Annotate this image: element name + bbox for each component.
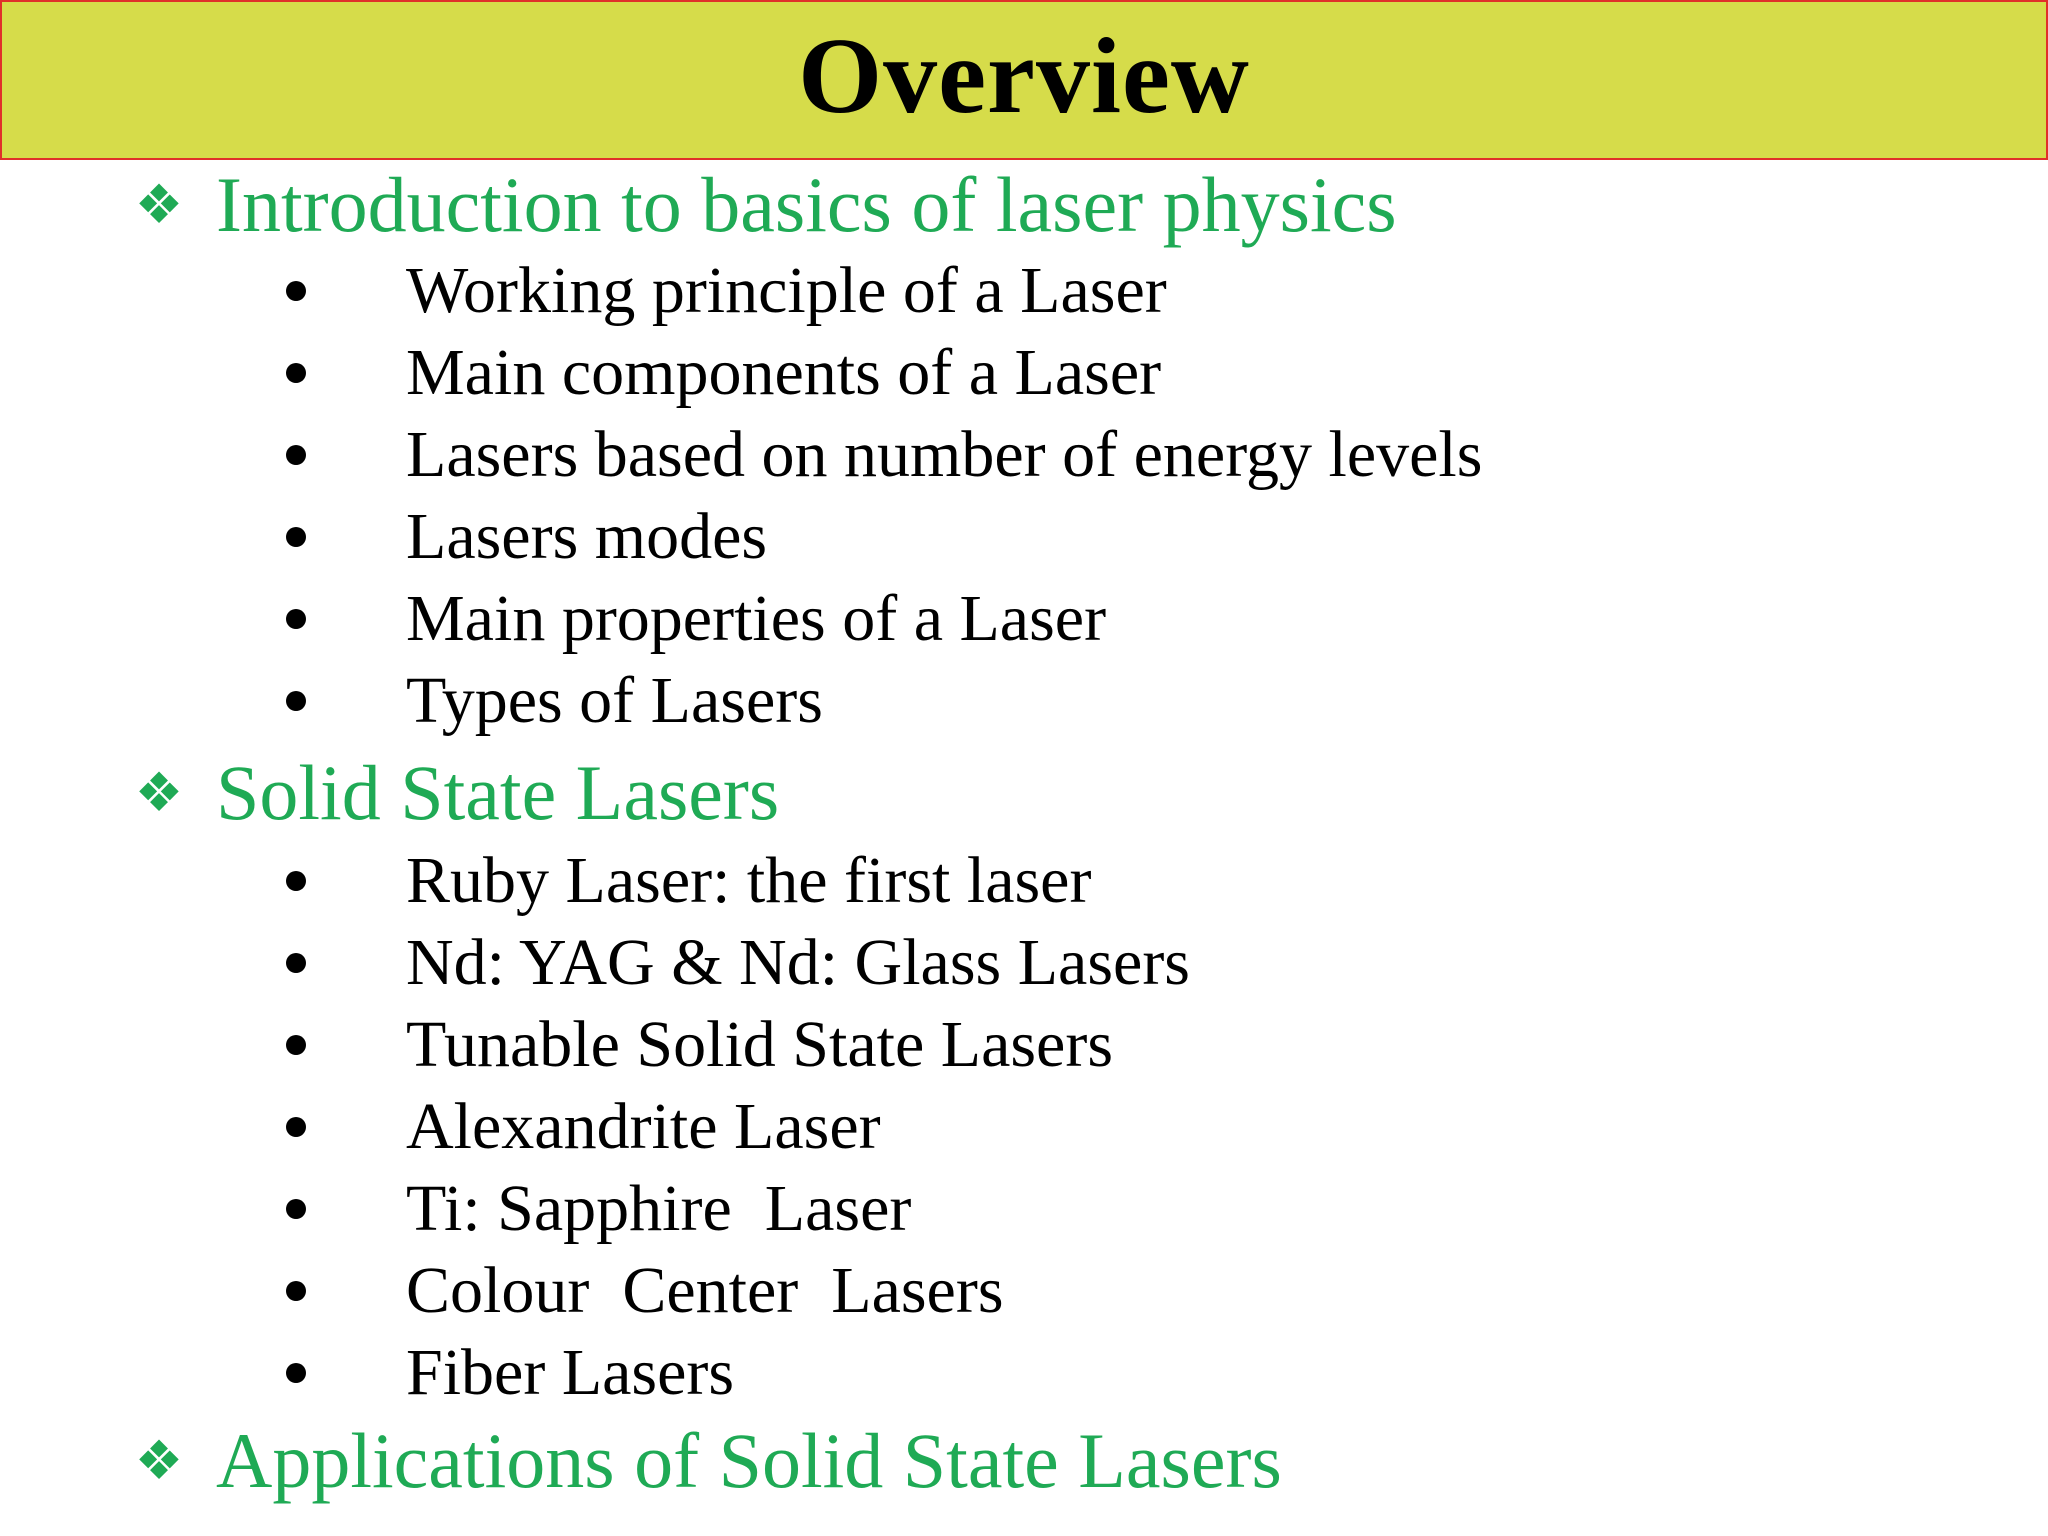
title-bar	[0, 0, 2048, 160]
bullet-dot-icon	[286, 691, 306, 711]
section-label: Solid State Lasers	[216, 749, 780, 836]
section-header-1	[128, 161, 1397, 248]
bullet-dot-icon	[286, 527, 306, 547]
bullet-text: Tunable Solid State Lasers	[406, 1008, 1114, 1081]
bullet-dot-icon	[286, 1117, 306, 1137]
bullet-text: Working principle of a Laser	[406, 254, 1167, 327]
bullet-dot-icon	[286, 1363, 306, 1383]
bullet-item	[286, 332, 1161, 414]
bullet-text: Ruby Laser: the first laser	[406, 844, 1092, 917]
bullet-text: Colour Center Lasers	[406, 1254, 1004, 1327]
bullet-item	[286, 660, 823, 742]
bullet-item	[286, 1004, 1113, 1086]
bullet-text: Fiber Lasers	[406, 1336, 735, 1409]
bullet-text: Main components of a Laser	[406, 336, 1162, 409]
bullet-text: Nd: YAG & Nd: Glass Lasers	[406, 926, 1190, 999]
bullet-item	[286, 840, 1091, 922]
bullet-item	[286, 414, 1482, 496]
bullet-item	[286, 1332, 734, 1414]
section-header-3	[128, 1417, 1282, 1504]
bullet-text: Lasers modes	[406, 500, 768, 573]
section-header-2	[128, 749, 780, 836]
outline-content	[0, 160, 2048, 1536]
four-diamond-bullet-icon: ❖	[134, 1431, 184, 1491]
section-label: Introduction to basics of laser physics	[216, 161, 1397, 248]
bullet-dot-icon	[286, 281, 306, 301]
bullet-item	[286, 922, 1190, 1004]
bullet-dot-icon	[286, 1035, 306, 1055]
bullet-dot-icon	[286, 1199, 306, 1219]
bullet-item	[286, 250, 1167, 332]
bullet-item	[286, 1168, 911, 1250]
section-label: Applications of Solid State Lasers	[216, 1417, 1282, 1504]
bullet-item	[286, 1250, 1004, 1332]
bullet-text: Lasers based on number of energy levels	[406, 418, 1483, 491]
bullet-dot-icon	[286, 953, 306, 973]
page-title: Overview	[798, 17, 1250, 136]
bullet-item	[286, 496, 767, 578]
bullet-item	[286, 578, 1106, 660]
bullet-text: Main properties of a Laser	[406, 582, 1107, 655]
bullet-text: Ti: Sapphire Laser	[406, 1172, 912, 1245]
bullet-dot-icon	[286, 1281, 306, 1301]
bullet-dot-icon	[286, 363, 306, 383]
four-diamond-bullet-icon: ❖	[134, 175, 184, 235]
bullet-dot-icon	[286, 609, 306, 629]
bullet-dot-icon	[286, 445, 306, 465]
bullet-item	[286, 1086, 881, 1168]
bullet-text: Alexandrite Laser	[406, 1090, 881, 1163]
four-diamond-bullet-icon: ❖	[134, 763, 184, 823]
bullet-text: Types of Lasers	[406, 664, 823, 737]
bullet-dot-icon	[286, 871, 306, 891]
